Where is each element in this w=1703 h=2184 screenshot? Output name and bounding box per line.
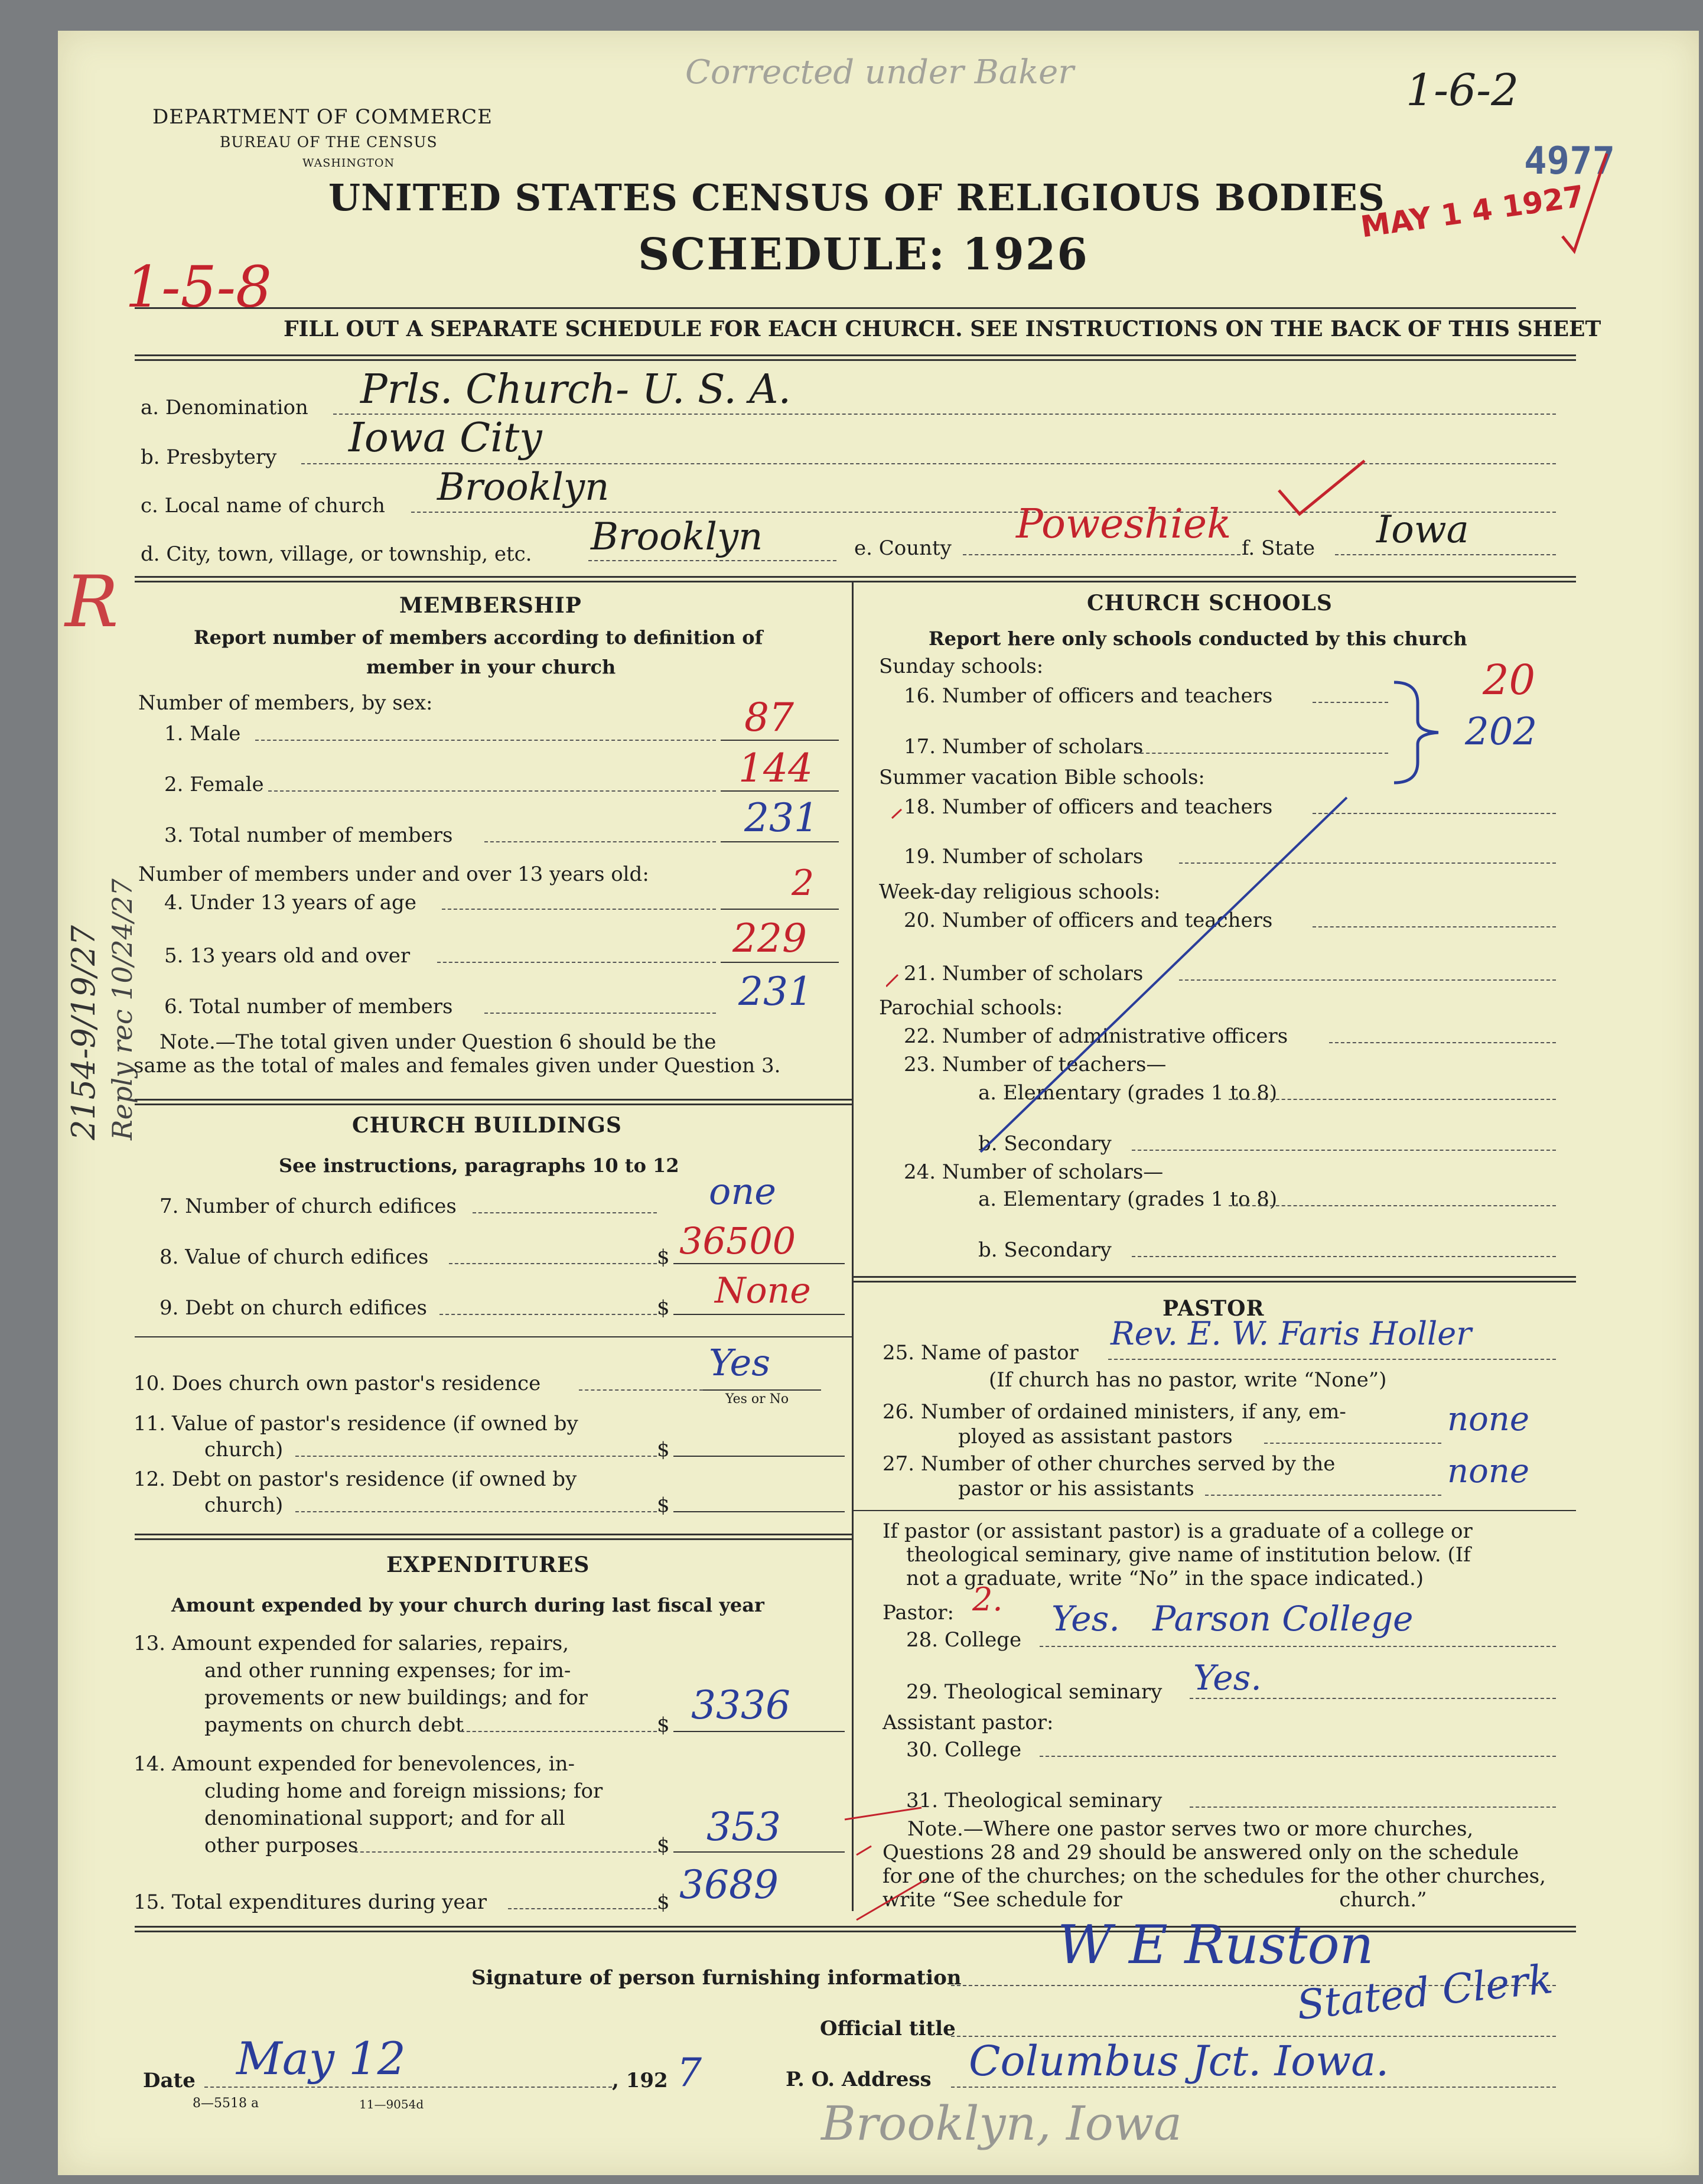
department-label: DEPARTMENT OF COMMERCE bbox=[152, 105, 493, 129]
q25-note: (If church has no pastor, write “None”) bbox=[989, 1368, 1387, 1392]
check-mark-icon bbox=[839, 1796, 957, 1926]
male-label: 1. Male bbox=[164, 722, 241, 746]
q26-line-1: 26. Number of ordained ministers, if any, em- bbox=[883, 1400, 1346, 1424]
margin-note-2: Reply rec 10/24/27 bbox=[106, 878, 138, 1140]
under-13-label: 4. Under 13 years of age bbox=[164, 891, 416, 914]
q13-value[interactable]: 3336 bbox=[691, 1682, 790, 1728]
red-code: 1-5-8 bbox=[125, 254, 272, 320]
q22-label: 22. Number of administrative officers bbox=[904, 1024, 1288, 1048]
presbytery-value[interactable]: Iowa City bbox=[349, 415, 542, 461]
dollar-sign: $ bbox=[657, 1834, 670, 1857]
weekday-schools-label: Week-day religious schools: bbox=[879, 880, 1161, 904]
yes-no-caption: Yes or No bbox=[725, 1392, 789, 1407]
denomination-value[interactable]: Prls. Church- U. S. A. bbox=[360, 366, 792, 413]
print-number: 11—9054d bbox=[359, 2097, 424, 2111]
total-members-2-label: 6. Total number of members bbox=[164, 995, 453, 1018]
q14-line-4: other purposes bbox=[204, 1834, 359, 1857]
city-value[interactable]: Brooklyn bbox=[591, 515, 763, 559]
dollar-sign: $ bbox=[657, 1296, 670, 1320]
schools-heading: CHURCH SCHOOLS bbox=[1087, 591, 1333, 616]
assistant-pastor-label: Assistant pastor: bbox=[883, 1711, 1054, 1734]
residence-value-label-2: church) bbox=[204, 1438, 284, 1462]
q29-label: 29. Theological seminary bbox=[906, 1680, 1163, 1704]
edifices-count-label: 7. Number of church edifices bbox=[159, 1194, 457, 1218]
instruction-line: FILL OUT A SEPARATE SCHEDULE FOR EACH CHURCH. SEE INSTRUCTIONS ON THE BACK OF THIS SHEET bbox=[284, 317, 1601, 341]
check-mark-icon bbox=[1559, 148, 1613, 254]
summer-schools-label: Summer vacation Bible schools: bbox=[879, 766, 1205, 789]
pastor-sub-label: Pastor: bbox=[883, 1601, 954, 1625]
q21-label: 21. Number of scholars bbox=[904, 962, 1144, 985]
q31-label: 31. Theological seminary bbox=[906, 1789, 1163, 1812]
sunday-schools-label: Sunday schools: bbox=[879, 655, 1044, 678]
grad-line-1: If pastor (or assistant pastor) is a graduate of a college or bbox=[883, 1519, 1473, 1543]
membership-heading: MEMBERSHIP bbox=[399, 593, 582, 618]
total-members-2-value[interactable]: 231 bbox=[738, 969, 813, 1014]
residence-value-label: 11. Value of pastor's residence (if owned by bbox=[133, 1412, 578, 1436]
q14-value[interactable]: 353 bbox=[706, 1804, 781, 1850]
signature-value[interactable]: W E Ruston bbox=[1057, 1914, 1374, 1976]
q23a-label: a. Elementary (grades 1 to 8) bbox=[978, 1081, 1278, 1105]
form-number: 8—5518 a bbox=[193, 2096, 259, 2111]
residence-debt-label: 12. Debt on pastor's residence (if owned by bbox=[133, 1467, 577, 1491]
brace-icon bbox=[1382, 679, 1453, 786]
bureau-label: BUREAU OF THE CENSUS bbox=[220, 134, 438, 151]
grad-line-2: theological seminary, give name of institution below. (If bbox=[906, 1543, 1471, 1567]
q24a-label: a. Elementary (grades 1 to 8) bbox=[978, 1187, 1278, 1211]
dollar-sign: $ bbox=[657, 1438, 670, 1462]
local-name-value[interactable]: Brooklyn bbox=[437, 466, 610, 509]
membership-intro-1: Report number of members according to definition of bbox=[194, 626, 763, 649]
year-prefix: , 192 bbox=[612, 2069, 668, 2092]
pastor-mark: 2. bbox=[972, 1581, 1003, 1618]
stamp-number: 4977 bbox=[1524, 139, 1616, 183]
female-label: 2. Female bbox=[164, 773, 264, 796]
schedule-title: SCHEDULE: 1926 bbox=[638, 229, 1089, 280]
po-address-value[interactable]: Columbus Jct. Iowa. bbox=[969, 2037, 1389, 2085]
official-title-value[interactable]: Stated Clerk bbox=[1294, 1955, 1555, 2029]
residence-debt-label-2: church) bbox=[204, 1493, 284, 1517]
membership-intro-2: member in your church bbox=[366, 656, 616, 678]
dollar-sign: $ bbox=[657, 1493, 670, 1517]
county-label: e. County bbox=[854, 536, 952, 560]
q27-line-1: 27. Number of other churches served by the bbox=[883, 1452, 1336, 1476]
owns-residence-label: 10. Does church own pastor's residence bbox=[133, 1372, 541, 1395]
total-members-value[interactable]: 231 bbox=[744, 795, 819, 841]
membership-note-1: Note.—The total given under Question 6 should be the bbox=[159, 1030, 717, 1054]
membership-note-2: same as the total of males and females given under Question 3. bbox=[133, 1054, 781, 1078]
parochial-schools-label: Parochial schools: bbox=[879, 996, 1063, 1020]
edifices-debt-value[interactable]: None bbox=[715, 1270, 811, 1311]
buildings-heading: CHURCH BUILDINGS bbox=[352, 1113, 622, 1138]
state-label: f. State bbox=[1242, 536, 1315, 560]
strike-through-line bbox=[886, 792, 1359, 1158]
signature-label: Signature of person furnishing information bbox=[471, 1966, 962, 1990]
owns-residence-value[interactable]: Yes bbox=[709, 1341, 771, 1384]
pastor-name-value[interactable]: Rev. E. W. Faris Holler bbox=[1111, 1315, 1472, 1352]
q20-label: 20. Number of officers and teachers bbox=[904, 909, 1273, 932]
q26-value[interactable]: none bbox=[1447, 1400, 1529, 1438]
q23-label: 23. Number of teachers— bbox=[904, 1053, 1167, 1076]
date-label: Date bbox=[143, 2069, 196, 2092]
pastor-note-4: write “See schedule for church.” bbox=[883, 1888, 1427, 1912]
total-members-label: 3. Total number of members bbox=[164, 824, 453, 847]
q16-value[interactable]: 20 bbox=[1483, 656, 1536, 704]
age-label: Number of members under and over 13 years old: bbox=[138, 862, 649, 886]
q30-label: 30. College bbox=[906, 1738, 1022, 1762]
pastor-note-2: Questions 28 and 29 should be answered only on the schedule bbox=[883, 1841, 1519, 1864]
q14-line-3: denominational support; and for all bbox=[204, 1807, 565, 1830]
grad-line-3: not a graduate, write “No” in the space indicated.) bbox=[906, 1567, 1424, 1590]
schools-subheading: Report here only schools conducted by this church bbox=[929, 627, 1467, 650]
q19-label: 19. Number of scholars bbox=[904, 845, 1144, 868]
pencil-note-top: Corrected under Baker bbox=[685, 53, 1074, 92]
male-value[interactable]: 87 bbox=[744, 695, 794, 740]
q24b-label: b. Secondary bbox=[978, 1238, 1112, 1262]
q28-label: 28. College bbox=[906, 1628, 1022, 1652]
margin-note-1: 2154-9/19/27 bbox=[65, 925, 102, 1140]
q13-line-4: payments on church debt bbox=[204, 1713, 464, 1737]
over-13-label: 5. 13 years old and over bbox=[164, 944, 411, 968]
official-title-label: Official title bbox=[820, 2017, 956, 2040]
q13-line-2: and other running expenses; for im- bbox=[204, 1659, 571, 1682]
edifices-value-value[interactable]: 36500 bbox=[679, 1219, 796, 1262]
pastor-heading: PASTOR bbox=[1163, 1296, 1265, 1321]
q23b-label: b. Secondary bbox=[978, 1132, 1112, 1156]
q16-label: 16. Number of officers and teachers bbox=[904, 684, 1273, 708]
pastor-note-1: Note.—Where one pastor serves two or more churches, bbox=[907, 1817, 1474, 1841]
presbytery-label: b. Presbytery bbox=[141, 445, 277, 469]
q17-label: 17. Number of scholars bbox=[904, 735, 1144, 759]
over-13-value[interactable]: 229 bbox=[732, 916, 807, 961]
q17-value[interactable]: 202 bbox=[1465, 710, 1538, 754]
washington-label: WASHINGTON bbox=[302, 157, 395, 170]
state-value[interactable]: Iowa bbox=[1376, 508, 1469, 552]
q29-value[interactable]: Yes. bbox=[1193, 1658, 1262, 1698]
q26-line-2: ployed as assistant pastors bbox=[958, 1425, 1233, 1449]
q15-value[interactable]: 3689 bbox=[679, 1862, 779, 1908]
buildings-subheading: See instructions, paragraphs 10 to 12 bbox=[279, 1154, 679, 1177]
under-13-value[interactable]: 2 bbox=[792, 862, 815, 904]
edifices-debt-label: 9. Debt on church edifices bbox=[159, 1296, 427, 1320]
file-code: 1-6-2 bbox=[1406, 65, 1519, 116]
q14-line-1: 14. Amount expended for benevolences, in- bbox=[133, 1752, 575, 1776]
county-value[interactable]: Poweshiek bbox=[1016, 501, 1232, 548]
date-value[interactable]: May 12 bbox=[236, 2032, 406, 2085]
q24-label: 24. Number of scholars— bbox=[904, 1160, 1164, 1184]
dollar-sign: $ bbox=[657, 1713, 670, 1737]
received-stamp: MAY 1 4 1927 bbox=[1359, 178, 1587, 245]
pastor-note-3: for one of the churches; on the schedules for the other churches, bbox=[883, 1864, 1546, 1888]
edifices-value-label: 8. Value of church edifices bbox=[159, 1245, 429, 1269]
q13-line-1: 13. Amount expended for salaries, repairs, bbox=[133, 1632, 569, 1655]
female-value[interactable]: 144 bbox=[738, 746, 813, 791]
q15-label: 15. Total expenditures during year bbox=[133, 1890, 487, 1914]
year-value[interactable]: 7 bbox=[677, 2050, 702, 2095]
denomination-label: a. Denomination bbox=[141, 396, 308, 419]
q28-value[interactable]: Yes. Parson College bbox=[1051, 1599, 1414, 1639]
dollar-sign: $ bbox=[657, 1245, 670, 1269]
expenditures-heading: EXPENDITURES bbox=[386, 1552, 590, 1577]
expenditures-subheading: Amount expended by your church during last fiscal year bbox=[171, 1594, 764, 1616]
po-address-label: P. O. Address bbox=[786, 2068, 932, 2091]
dollar-sign: $ bbox=[657, 1890, 670, 1914]
form-title: UNITED STATES CENSUS OF RELIGIOUS BODIES bbox=[328, 176, 1385, 219]
q13-line-3: provements or new buildings; and for bbox=[204, 1686, 588, 1710]
q25-label: 25. Name of pastor bbox=[883, 1341, 1079, 1365]
members-by-sex-label: Number of members, by sex: bbox=[138, 691, 433, 715]
q14-line-2: cluding home and foreign missions; for bbox=[204, 1779, 603, 1803]
city-label: d. City, town, village, or township, etc. bbox=[141, 542, 532, 566]
q27-value[interactable]: none bbox=[1447, 1452, 1529, 1490]
county-check-icon bbox=[1276, 455, 1370, 520]
margin-r-mark: R bbox=[65, 561, 119, 643]
q27-line-2: pastor or his assistants bbox=[958, 1477, 1194, 1501]
local-name-label: c. Local name of church bbox=[141, 494, 385, 517]
po-address-pencil: Brooklyn, Iowa bbox=[821, 2096, 1182, 2151]
q18-label: 18. Number of officers and teachers bbox=[904, 795, 1273, 819]
edifices-count-value[interactable]: one bbox=[709, 1170, 776, 1213]
